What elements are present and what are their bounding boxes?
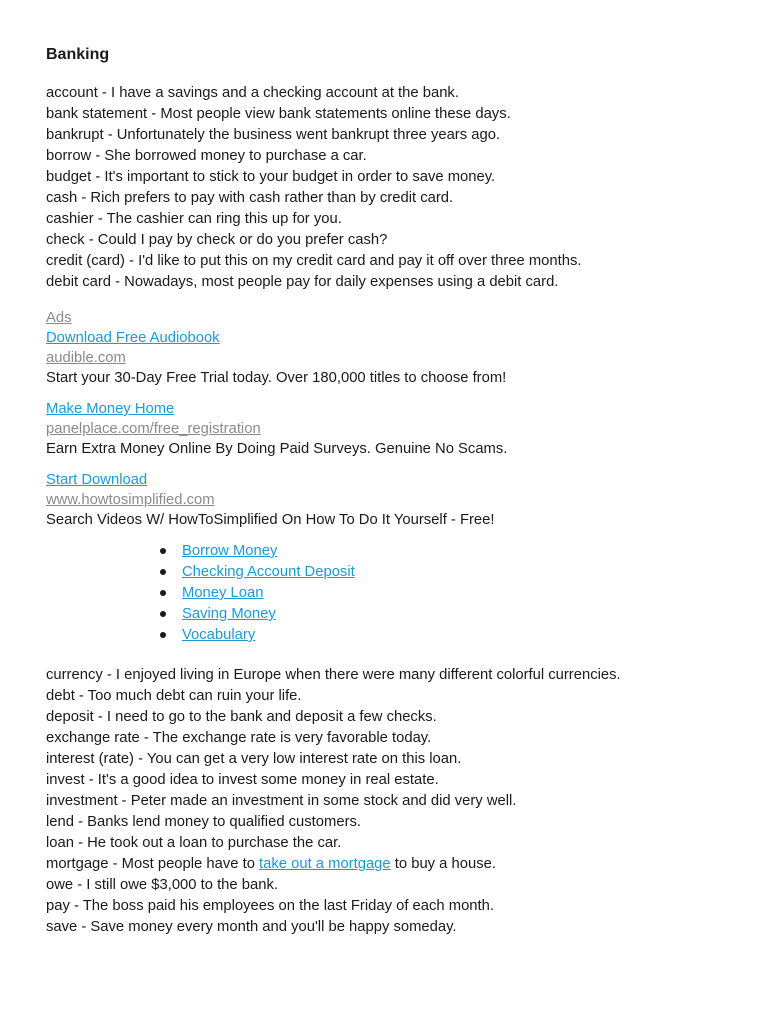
vocab-entry: save - Save money every month and you'll be happy someday. xyxy=(46,919,457,935)
related-link[interactable]: Borrow Money xyxy=(182,543,278,559)
bullet-icon xyxy=(160,611,166,617)
vocab-entry: invest - It's a good idea to invest some money in real estate. xyxy=(46,772,439,788)
vocabulary-list-top xyxy=(46,83,726,293)
ad-item xyxy=(46,328,726,388)
vocab-entry: cash - Rich prefers to pay with cash rather than by credit card. xyxy=(46,190,454,206)
ad-url-link[interactable]: panelplace.com/free_registration xyxy=(46,421,261,437)
bullet-icon xyxy=(160,632,166,638)
ad-url-link[interactable]: audible.com xyxy=(46,350,126,366)
related-link[interactable]: Checking Account Deposit xyxy=(182,564,355,580)
bullet-icon xyxy=(160,590,166,596)
vocab-entry: cashier - The cashier can ring this up for you. xyxy=(46,211,342,227)
ad-title-link[interactable]: Start Download xyxy=(46,472,148,488)
mortgage-text-before: mortgage - Most people have to xyxy=(46,856,260,872)
vocab-entry: bankrupt - Unfortunately the business went bankrupt three years ago. xyxy=(46,127,501,143)
vocab-entry: debit card - Nowadays, most people pay for daily expenses using a debit card. xyxy=(46,274,559,290)
document-page xyxy=(46,44,726,938)
page-title: Banking xyxy=(46,46,110,63)
related-link-item xyxy=(158,625,726,646)
vocab-entry: owe - I still owe $3,000 to the bank. xyxy=(46,877,278,893)
mortgage-text-after: to buy a house. xyxy=(390,856,496,872)
take-out-mortgage-link[interactable]: take out a mortgage xyxy=(259,856,391,872)
ad-item xyxy=(46,399,726,459)
ads-section xyxy=(46,308,726,530)
related-link-item xyxy=(158,541,726,562)
vocab-entry: bank statement - Most people view bank statements online these days. xyxy=(46,106,511,122)
ad-description: Earn Extra Money Online By Doing Paid Surveys. Genuine No Scams. xyxy=(46,441,508,457)
vocab-entry: pay - The boss paid his employees on the last Friday of each month. xyxy=(46,898,494,914)
ad-url-link[interactable]: www.howtosimplified.com xyxy=(46,492,215,508)
related-link[interactable]: Saving Money xyxy=(182,606,276,622)
ad-title-link[interactable]: Make Money Home xyxy=(46,401,175,417)
bullet-icon xyxy=(160,548,166,554)
vocab-entry: debt - Too much debt can ruin your life. xyxy=(46,688,302,704)
vocab-entry: account - I have a savings and a checking account at the bank. xyxy=(46,85,459,101)
vocab-entry: loan - He took out a loan to purchase the car. xyxy=(46,835,342,851)
related-link-item xyxy=(158,562,726,583)
vocabulary-list-bottom xyxy=(46,665,726,938)
ad-item xyxy=(46,470,726,530)
bullet-icon xyxy=(160,569,166,575)
vocab-entry: currency - I enjoyed living in Europe when there were many different colorful currencies. xyxy=(46,667,621,683)
vocab-entry-mortgage xyxy=(46,854,726,875)
related-link[interactable]: Money Loan xyxy=(182,585,264,601)
ad-title-link[interactable]: Download Free Audiobook xyxy=(46,330,220,346)
vocab-entry: credit (card) - I'd like to put this on my credit card and pay it off over three months. xyxy=(46,253,582,269)
vocab-entry: investment - Peter made an investment in some stock and did very well. xyxy=(46,793,517,809)
related-link-item xyxy=(158,604,726,625)
vocab-entry: borrow - She borrowed money to purchase a car. xyxy=(46,148,367,164)
vocab-entry: lend - Banks lend money to qualified customers. xyxy=(46,814,362,830)
vocab-entry: exchange rate - The exchange rate is very favorable today. xyxy=(46,730,432,746)
ad-description: Start your 30-Day Free Trial today. Over 180,000 titles to choose from! xyxy=(46,370,507,386)
ad-description: Search Videos W/ HowToSimplified On How To Do It Yourself - Free! xyxy=(46,512,495,528)
vocab-entry: check - Could I pay by check or do you prefer cash? xyxy=(46,232,388,248)
vocab-entry: budget - It's important to stick to your budget in order to save money. xyxy=(46,169,496,185)
vocab-entry: interest (rate) - You can get a very low interest rate on this loan. xyxy=(46,751,462,767)
related-link-item xyxy=(158,583,726,604)
related-link[interactable]: Vocabulary xyxy=(182,627,256,643)
ads-label[interactable]: Ads xyxy=(46,310,72,326)
vocab-entry: deposit - I need to go to the bank and deposit a few checks. xyxy=(46,709,437,725)
related-links-list xyxy=(46,541,726,646)
